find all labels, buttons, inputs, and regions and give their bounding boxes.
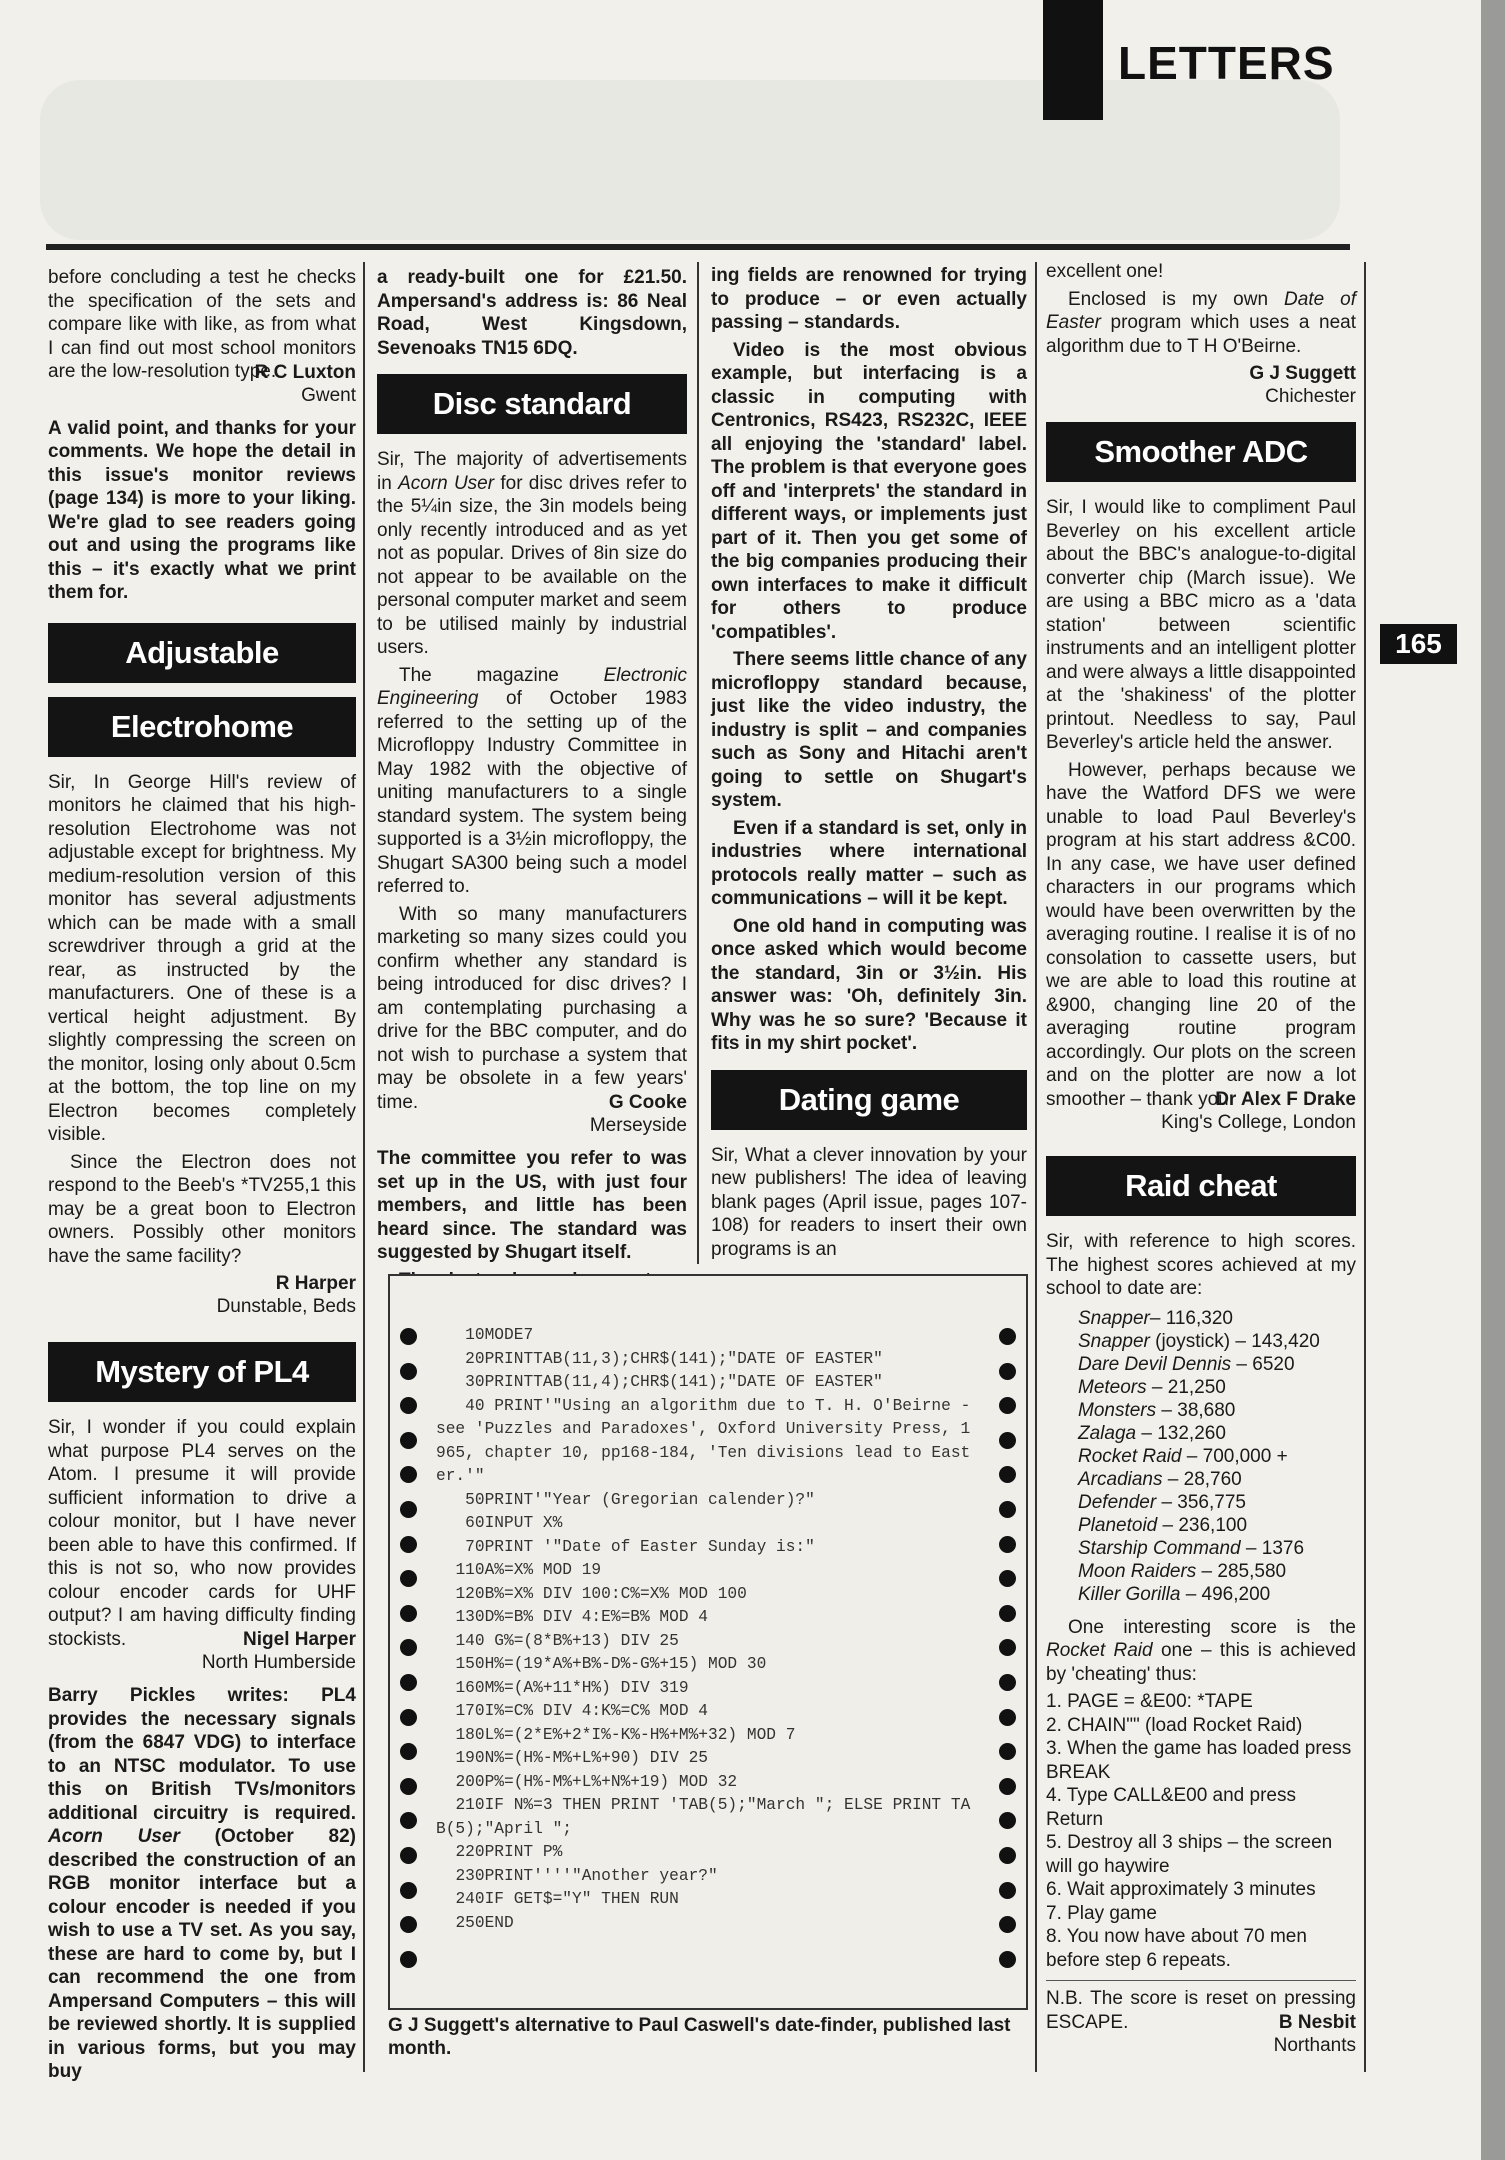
code-text [436, 1324, 981, 1935]
code-line: 110A%=X% MOD 19 [436, 1561, 602, 1579]
letter-paragraph: One interesting score is the Rocket Raid one – this is achieved by 'cheating' thus: [1046, 1616, 1356, 1685]
cheat-step: 6. Wait approximately 3 minutes [1046, 1879, 1316, 1900]
letter-paragraph: With so many manufacturers marketing so many sizes could you confirm whether any standard is being introduced for disc drives? I am contemplating purchasing a drive for the BBC computer, and do not wish to purchase a system that may be obsolete in a few years' time. [377, 903, 687, 1113]
letter-paragraph: Sir, In George Hill's review of monitors he claimed that his high-resolution Electrohome was not adjustable except for brightness. My medium-resolution version of this monitor has several adjustments which can be made with a small screwdriver through a grid at the rear, as instructed by the manufacturers. One of these is a vertical height adjustment. By slightly compressing the screen on the monitor, losing only about 0.5cm at the bottom, the top line on my Electron becomes completely visible. [48, 771, 356, 1145]
signature-place: King's College, London [1161, 1112, 1356, 1133]
score-item: Rocket Raid – 700,000 + [1078, 1445, 1288, 1467]
signature-place: Northants [1273, 2035, 1356, 2056]
header-rule [46, 244, 1350, 250]
score-item: Meteors – 21,250 [1078, 1376, 1226, 1398]
editor-reply: Video is the most obvious example, but interfacing is a classic in computing with Centronics, RS423, RS232C, IEEE all enjoying the 'standard' label. The problem is that everyone goes off and 'interprets' the standard in different ways, or implements just part of it. Then you get some of the big companies producing their own interfaces to make it difficult for others to produce 'compatibles'. [711, 339, 1027, 643]
signature-place: North Humberside [201, 1652, 356, 1673]
printout-holes-right [999, 1328, 1016, 1985]
code-line: 160M%=(A%+11*H%) DIV 319 [436, 1678, 689, 1697]
section-title: LETTERS [1118, 37, 1335, 89]
code-line: 190N%=(H%-M%+L%+90) DIV 25 [436, 1749, 709, 1767]
score-item: Planetoid – 236,100 [1078, 1514, 1248, 1536]
cheat-step: 5. Destroy all 3 ships – the screen will go haywire [1046, 1832, 1333, 1877]
column-divider [1035, 262, 1037, 2072]
background-ghost-lettering [40, 80, 1340, 240]
code-line: 140 G%=(8*B%+13) DIV 25 [436, 1631, 679, 1650]
column-divider [697, 262, 699, 1264]
code-line: 40 PRINT'"Using an algorithm due to T. H. O'Beirne - see 'Puzzles and Paradoxes', Oxford University Press, 1965, chapter 10, pp168-184, 'Ten divisions lead to Easter.'" [436, 1396, 981, 1485]
code-line: 60INPUT X% [436, 1514, 563, 1532]
signature-place: Dunstable, Beds [216, 1296, 356, 1317]
score-item: Zalaga – 132,260 [1078, 1422, 1226, 1444]
letter-paragraph: Sir, The majority of advertisements in Acorn User for disc drives refer to the 5¼in size, the 3in models being only recently introduced and as yet not as popular. Drives of 8in size do not appear to be available on the personal computer market and seem to be utilised mainly by industrial users. [377, 449, 687, 658]
editor-reply: One old hand in computing was once asked which would become the standard, 3in or 3½in. His answer was: 'Oh, definitely 3in. Why was he so sure? 'Because it fits in my shirt pocket'. [711, 915, 1027, 1054]
code-line: 150H%=(19*A%+B%-D%-G%+15) MOD 30 [436, 1655, 767, 1673]
letter-paragraph: Sir, I would like to compliment Paul Beverley on his excellent article about the BBC's analogue-to-digital converter chip (March issue). We are using a BBC micro as a 'data station' between scientific instruments and an intelligent plotter and were always a little disappointed at the 'shakiness' of the plotter printout. Needless to say, Paul Beverley's article held the answer. [1046, 497, 1356, 753]
cheat-step: 3. When the game has loaded press BREAK [1046, 1738, 1352, 1783]
column-divider [1364, 262, 1366, 2072]
score-item: Moon Raiders – 285,580 [1078, 1560, 1287, 1582]
code-line: 210IF N%=3 THEN PRINT 'TAB(5);"March "; ELSE PRINT TAB(5);"April "; [436, 1796, 971, 1838]
listing-caption: G J Suggett's alternative to Paul Caswell's date-finder, published last month. [388, 2015, 1011, 2059]
score-item: Monsters – 38,680 [1078, 1399, 1236, 1421]
signature-name: Nigel Harper [243, 1629, 356, 1650]
letter-heading: Smoother ADC [1046, 422, 1356, 482]
letter-paragraph: Enclosed is my own Date of Easter program which uses a neat algorithm due to T H O'Beirne. [1046, 288, 1356, 357]
letter-heading: Electrohome [48, 697, 356, 757]
signature-name: Dr Alex F Drake [1215, 1089, 1356, 1110]
signature-name: G J Suggett [1249, 363, 1356, 384]
code-line: 10MODE7 [436, 1326, 534, 1344]
cheat-step: 4. Type CALL&E00 and press Return [1046, 1785, 1296, 1830]
column-2 [377, 266, 687, 1266]
signature-place: Gwent [301, 384, 356, 406]
editor-reply: Barry Pickles writes: PL4 provides the necessary signals (from the 6847 VDG) to interface to an NTSC modulator. To use this on British TVs/monitors additional circuitry is required. Acorn User (October 82) described the construction of an RGB monitor interface but a colour encoder is needed if you wish to use a TV set. As you say, these are hard to come by, but I can recommend the one from Ampersand Computers – this will be reviewed shortly. It is supplied in various forms, but you may buy [48, 1685, 356, 2082]
score-item: Dare Devil Dennis – 6520 [1078, 1353, 1295, 1375]
cheat-step: 7. Play game [1046, 1902, 1157, 1924]
letter-paragraph: Sir, I wonder if you could explain what purpose PL4 serves on the Atom. I presume it will provide sufficient information to drive a colour monitor, but I have never been able to have this confirmed. If this is not so, who now provides colour encoder cards for UHF output? I am having difficulty finding stockists. [48, 1417, 356, 1650]
code-line: 30PRINTTAB(11,4);CHR$(141);"DATE OF EASTER" [436, 1373, 883, 1391]
letter-paragraph: Sir, What a clever innovation by your new publishers! The idea of leaving blank pages (April issue, pages 107-108) for readers to insert their own programs is an [711, 1144, 1027, 1260]
program-listing [388, 1274, 1028, 2010]
column-3 [711, 264, 1027, 1264]
column-4 [1046, 260, 1356, 2070]
score-list [1078, 1307, 1356, 1606]
cheat-steps [1046, 1690, 1356, 1972]
code-line: 50PRINT'"Year (Gregorian calender)?" [436, 1490, 815, 1509]
code-line: 120B%=X% DIV 100:C%=X% MOD 100 [436, 1584, 747, 1603]
letter-paragraph: excellent one! [1046, 261, 1164, 282]
column-divider [363, 262, 365, 2072]
code-line: 220PRINT P% [436, 1843, 563, 1861]
section-tab-bar [1043, 0, 1103, 120]
editor-reply: Even if a standard is set, only in industries where international protocols really matter – such as communications – will it be kept. [711, 817, 1027, 909]
score-item: Arcadians – 28,760 [1078, 1468, 1242, 1490]
editor-reply: a ready-built one for £21.50. Ampersand's address is: 86 Neal Road, West Kingsdown, Sevenoaks TN15 6DQ. [377, 267, 687, 359]
cheat-step: 1. PAGE = &E00: *TAPE [1046, 1691, 1253, 1712]
editor-reply: The committee you refer to was set up in the US, with just four members, and little has been heard since. The standard was suggested by Shugart itself. [377, 1148, 687, 1263]
code-line: 200P%=(H%-M%+L%+N%+19) MOD 32 [436, 1772, 738, 1791]
letter-heading: Adjustable [48, 623, 356, 683]
letter-paragraph: The magazine Electronic Engineering of October 1983 referred to the setting up of the Microfloppy Industry Committee in May 1982 with the objective of uniting manufacturers to a single standard system. The system being supported is a 3½in microfloppy, the Shugart SA300 being such a model referred to. [377, 664, 687, 897]
editor-reply: There seems little chance of any microfloppy standard because, just like the video industry, the industry is split – and companies such as Sony and Hitachi aren't going to settle on Shugart's system. [711, 649, 1027, 811]
code-line: 70PRINT '"Date of Easter Sunday is:" [436, 1537, 815, 1556]
code-line: 20PRINTTAB(11,3);CHR$(141);"DATE OF EASTER" [436, 1349, 883, 1368]
printout-holes-left [400, 1328, 417, 1985]
letter-paragraph: N.B. The score is reset on pressing ESCAPE. [1046, 1988, 1356, 2033]
cheat-step: 8. You now have about 70 men before step 6 repeats. [1046, 1926, 1307, 1971]
column-1 [48, 266, 356, 2082]
signature-place: Chichester [1265, 386, 1356, 407]
letter-paragraph: before concluding a test he checks the specification of the sets and compare like with like, as from what I can find out most school monitors are the low-resolution type. [48, 267, 356, 382]
score-item: Snapper (joystick) – 143,420 [1078, 1330, 1320, 1352]
score-item: Killer Gorilla – 496,200 [1078, 1583, 1271, 1605]
letter-paragraph: Since the Electron does not respond to the Beeb's *TV255,1 this may be a great boon to Electron owners. Possibly other monitors have the same facility? [48, 1151, 356, 1267]
signature-name: R C Luxton [254, 361, 356, 383]
signature-name: R Harper [275, 1273, 356, 1294]
code-line: 170I%=C% DIV 4:K%=C% MOD 4 [436, 1702, 709, 1720]
letter-heading: Dating game [711, 1070, 1027, 1130]
score-item: Snapper– 116,320 [1078, 1307, 1233, 1329]
letter-heading: Raid cheat [1046, 1156, 1356, 1216]
code-line: 230PRINT''''"Another year?" [436, 1866, 718, 1885]
score-item: Starship Command – 1376 [1078, 1537, 1305, 1559]
signature-place: Merseyside [589, 1115, 687, 1136]
code-line: 250END [436, 1913, 514, 1932]
score-item: Defender – 356,775 [1078, 1491, 1246, 1513]
letter-paragraph: Sir, with reference to high scores. The highest scores achieved at my school to date are: [1046, 1231, 1356, 1299]
editor-reply: ing fields are renowned for trying to produce – or even actually passing – standards. [711, 265, 1027, 333]
letter-heading: Disc standard [377, 374, 687, 434]
cheat-step: 2. CHAIN"" (load Rocket Raid) [1046, 1714, 1303, 1736]
signature-name: B Nesbit [1278, 2012, 1356, 2033]
page-number: 165 [1380, 624, 1457, 664]
editor-reply: A valid point, and thanks for your comments. We hope the detail in this issue's monitor reviews (page 134) is more to your liking. We're glad to see readers going out and using the programs like this – it's exactly what we print them for. [48, 417, 356, 603]
code-line: 130D%=B% DIV 4:E%=B% MOD 4 [436, 1608, 709, 1626]
page-edge [1481, 0, 1505, 2160]
code-line: 240IF GET$="Y" THEN RUN [436, 1890, 679, 1908]
signature-name: G Cooke [608, 1092, 687, 1113]
letter-heading: Mystery of PL4 [48, 1342, 356, 1402]
letter-paragraph: However, perhaps because we have the Watford DFS we were unable to load Paul Beverley's program at his start address &C00. In any case, we have user defined characters in our programs which would have been overwritten by the averaging routine. I realise it is of no consolation to cassette users, but we are able to load this routine at &900, changing line 20 of the averaging routine program accordingly. Our plots on the screen and on the plotter are now a lot smoother – thank you. [1046, 759, 1356, 1110]
code-line: 180L%=(2*E%+2*I%-K%-H%+M%+32) MOD 7 [436, 1725, 796, 1744]
